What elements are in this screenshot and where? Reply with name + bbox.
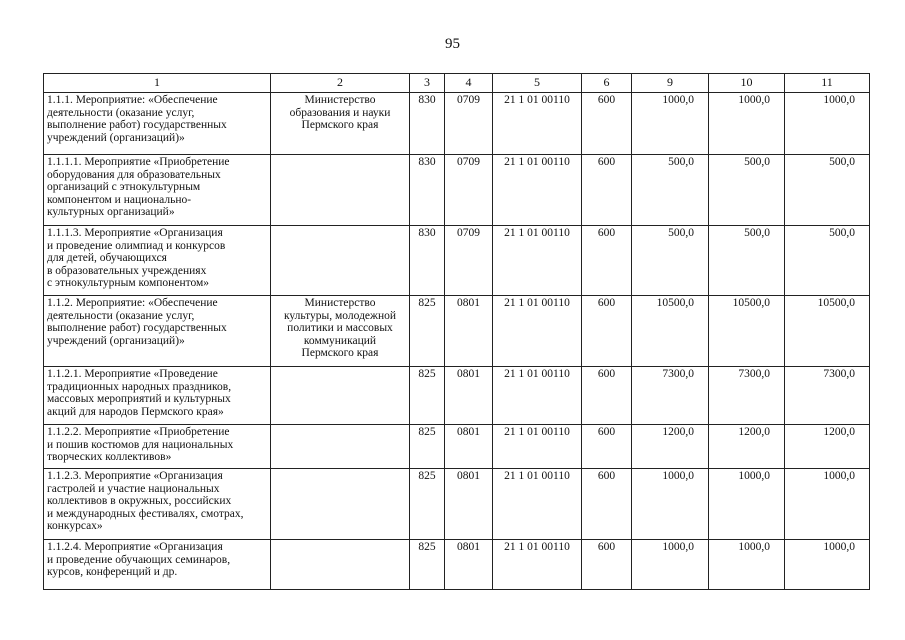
header-cell: 6 — [582, 74, 632, 93]
code-5: 21 1 01 00110 — [493, 93, 582, 155]
activity-name: 1.1.1.1. Мероприятие «Приобретение оборудования для образовательных организаций с этнокультурным компонентом и национально- культурных организаций» — [44, 155, 271, 226]
code-5: 21 1 01 00110 — [493, 469, 582, 540]
table-row — [44, 93, 870, 155]
table-row — [44, 226, 870, 296]
amount-9: 1000,0 — [632, 93, 709, 155]
activity-name: 1.1.2. Мероприятие: «Обеспечение деятельности (оказание услуг, выполнение работ) государственных учреждений (организаций)» — [44, 296, 271, 367]
code-4: 0801 — [445, 296, 493, 367]
code-6: 600 — [582, 540, 632, 590]
executor: Министерство образования и науки Пермского края — [271, 93, 410, 155]
executor — [271, 155, 410, 226]
header-cell: 2 — [271, 74, 410, 93]
code-4: 0801 — [445, 469, 493, 540]
activity-name: 1.1.2.4. Мероприятие «Организация и проведение обучающих семинаров, курсов, конференций и др. — [44, 540, 271, 590]
code-5: 21 1 01 00110 — [493, 540, 582, 590]
amount-10: 500,0 — [709, 155, 785, 226]
page-number: 95 — [445, 36, 460, 52]
amount-11: 10500,0 — [785, 296, 870, 367]
amount-10: 500,0 — [709, 226, 785, 296]
executor — [271, 367, 410, 425]
executor — [271, 469, 410, 540]
table-row — [44, 155, 870, 226]
header-cell: 4 — [445, 74, 493, 93]
code-6: 600 — [582, 425, 632, 469]
code-6: 600 — [582, 367, 632, 425]
code-5: 21 1 01 00110 — [493, 296, 582, 367]
table-row — [44, 469, 870, 540]
code-6: 600 — [582, 226, 632, 296]
code-4: 0801 — [445, 425, 493, 469]
activity-name: 1.1.1.3. Мероприятие «Организация и проведение олимпиад и конкурсов для детей, обучающихся в образовательных учреждениях с этнокультурным компонентом» — [44, 226, 271, 296]
header-cell: 9 — [632, 74, 709, 93]
amount-11: 500,0 — [785, 155, 870, 226]
code-3: 825 — [410, 296, 445, 367]
amount-10: 1000,0 — [709, 93, 785, 155]
code-5: 21 1 01 00110 — [493, 425, 582, 469]
code-3: 825 — [410, 469, 445, 540]
amount-9: 1000,0 — [632, 540, 709, 590]
code-4: 0709 — [445, 93, 493, 155]
code-3: 830 — [410, 155, 445, 226]
executor — [271, 425, 410, 469]
header-cell: 10 — [709, 74, 785, 93]
header-cell: 5 — [493, 74, 582, 93]
activity-name: 1.1.2.2. Мероприятие «Приобретение и пошив костюмов для национальных творческих коллективов» — [44, 425, 271, 469]
code-3: 825 — [410, 540, 445, 590]
activity-name: 1.1.2.3. Мероприятие «Организация гастролей и участие национальных коллективов в окружных, российских и международных фестивалях, смотрах, конкурсах» — [44, 469, 271, 540]
amount-10: 7300,0 — [709, 367, 785, 425]
amount-11: 500,0 — [785, 226, 870, 296]
amount-11: 1000,0 — [785, 540, 870, 590]
budget-table — [43, 73, 870, 590]
table-row — [44, 367, 870, 425]
code-6: 600 — [582, 93, 632, 155]
code-3: 830 — [410, 93, 445, 155]
amount-11: 7300,0 — [785, 367, 870, 425]
code-5: 21 1 01 00110 — [493, 226, 582, 296]
code-4: 0709 — [445, 155, 493, 226]
amount-9: 10500,0 — [632, 296, 709, 367]
code-5: 21 1 01 00110 — [493, 367, 582, 425]
amount-9: 500,0 — [632, 226, 709, 296]
header-cell: 11 — [785, 74, 870, 93]
table-row — [44, 540, 870, 590]
code-4: 0709 — [445, 226, 493, 296]
amount-10: 1200,0 — [709, 425, 785, 469]
amount-9: 1200,0 — [632, 425, 709, 469]
amount-9: 1000,0 — [632, 469, 709, 540]
amount-11: 1000,0 — [785, 93, 870, 155]
amount-9: 500,0 — [632, 155, 709, 226]
executor — [271, 540, 410, 590]
table-header-row — [44, 74, 870, 93]
amount-9: 7300,0 — [632, 367, 709, 425]
code-6: 600 — [582, 155, 632, 226]
table-row — [44, 425, 870, 469]
code-3: 825 — [410, 367, 445, 425]
amount-11: 1200,0 — [785, 425, 870, 469]
amount-10: 1000,0 — [709, 540, 785, 590]
code-6: 600 — [582, 469, 632, 540]
header-cell: 3 — [410, 74, 445, 93]
activity-name: 1.1.1. Мероприятие: «Обеспечение деятельности (оказание услуг, выполнение работ) государственных учреждений (организаций)» — [44, 93, 271, 155]
activity-name: 1.1.2.1. Мероприятие «Проведение традиционных народных праздников, массовых мероприятий и культурных акций для народов Пермского края» — [44, 367, 271, 425]
code-4: 0801 — [445, 367, 493, 425]
code-3: 825 — [410, 425, 445, 469]
code-5: 21 1 01 00110 — [493, 155, 582, 226]
executor — [271, 226, 410, 296]
amount-11: 1000,0 — [785, 469, 870, 540]
executor: Министерство культуры, молодежной политики и массовых коммуникаций Пермского края — [271, 296, 410, 367]
amount-10: 10500,0 — [709, 296, 785, 367]
code-4: 0801 — [445, 540, 493, 590]
code-3: 830 — [410, 226, 445, 296]
header-cell: 1 — [44, 74, 271, 93]
table-row — [44, 296, 870, 367]
amount-10: 1000,0 — [709, 469, 785, 540]
code-6: 600 — [582, 296, 632, 367]
